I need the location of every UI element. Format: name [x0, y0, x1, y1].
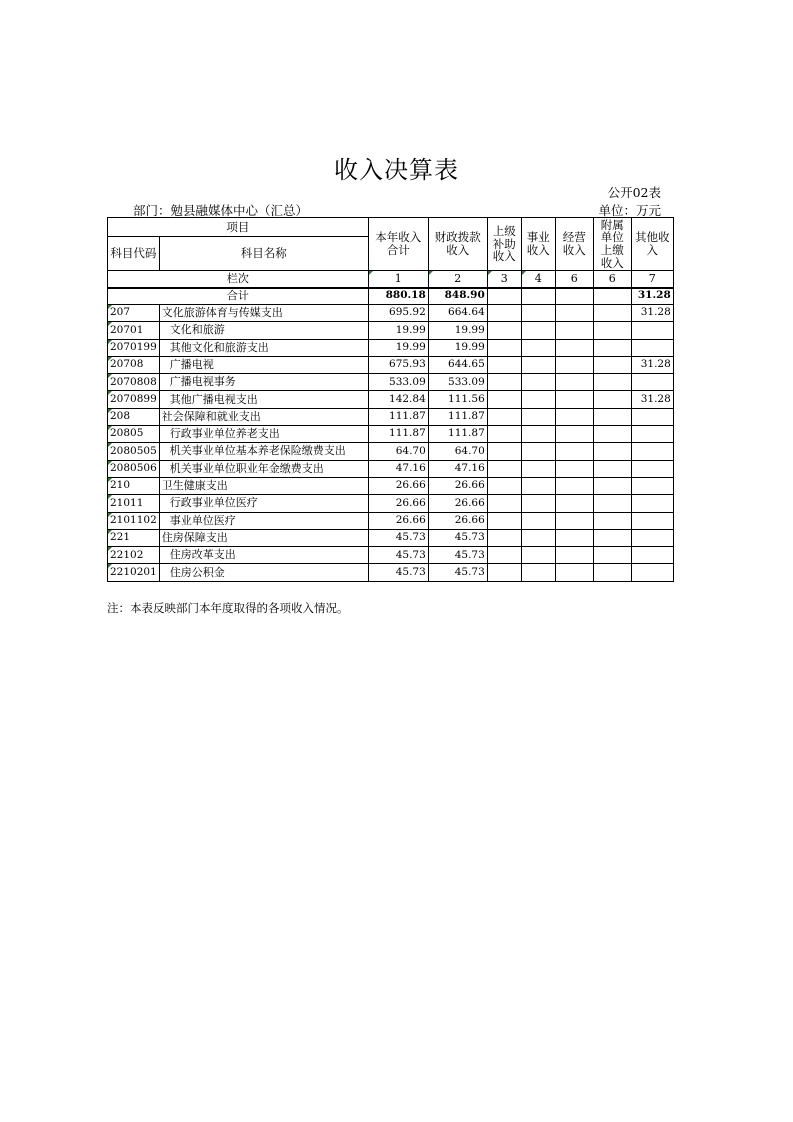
- amount-cell: [555, 564, 593, 581]
- subject-code: 2080506: [108, 460, 160, 477]
- amount-cell: [555, 426, 593, 443]
- subject-code: 221: [108, 529, 160, 546]
- amount-cell: [555, 460, 593, 477]
- amount-cell: [521, 305, 555, 322]
- column-index-cell: 2: [428, 271, 487, 288]
- amount-cell: [487, 443, 521, 460]
- amount-cell: [555, 339, 593, 356]
- amount-cell: 26.66: [428, 477, 487, 494]
- amount-cell: [631, 322, 673, 339]
- amount-cell: [487, 356, 521, 373]
- header-code: 科目代码: [108, 237, 160, 271]
- subject-name: 住房保障支出: [159, 529, 368, 546]
- amount-cell: [487, 391, 521, 408]
- amount-cell: [631, 460, 673, 477]
- amount-cell: [555, 391, 593, 408]
- amount-cell: [555, 305, 593, 322]
- table-row: [108, 529, 674, 546]
- amount-cell: 31.28: [631, 391, 673, 408]
- table-row: [108, 460, 674, 477]
- amount-cell: [631, 426, 673, 443]
- column-index-cell: 6: [555, 271, 593, 288]
- amount-cell: 19.99: [428, 322, 487, 339]
- amount-cell: 47.16: [428, 460, 487, 477]
- amount-cell: [555, 547, 593, 564]
- table-row: [108, 547, 674, 564]
- amount-cell: 111.87: [428, 426, 487, 443]
- subject-code: 207: [108, 305, 160, 322]
- amount-cell: [631, 374, 673, 391]
- amount-cell: [521, 547, 555, 564]
- amount-cell: [487, 460, 521, 477]
- amount-cell: [631, 564, 673, 581]
- amount-cell: 26.66: [428, 495, 487, 512]
- amount-cell: [521, 529, 555, 546]
- income-table: [107, 217, 674, 582]
- amount-cell: [487, 477, 521, 494]
- subject-name: 机关事业单位职业年金缴费支出: [159, 460, 368, 477]
- totals-cell: 31.28: [631, 288, 673, 305]
- table-row: [108, 564, 674, 581]
- amount-cell: [631, 477, 673, 494]
- amount-cell: [593, 426, 631, 443]
- subject-name: 行政事业单位医疗: [159, 495, 368, 512]
- table-row: [108, 477, 674, 494]
- amount-cell: [487, 564, 521, 581]
- subject-code: 2101102: [108, 512, 160, 529]
- amount-cell: [593, 305, 631, 322]
- amount-cell: [487, 512, 521, 529]
- amount-cell: [487, 426, 521, 443]
- subject-code: 2070899: [108, 391, 160, 408]
- header-other: 其他收入: [631, 218, 673, 271]
- subject-code: 2210201: [108, 564, 160, 581]
- header-business: 事业收入: [521, 218, 555, 271]
- amount-cell: 26.66: [428, 512, 487, 529]
- amount-cell: [631, 529, 673, 546]
- amount-cell: [555, 529, 593, 546]
- amount-cell: [631, 495, 673, 512]
- amount-cell: 45.73: [368, 564, 428, 581]
- amount-cell: 111.56: [428, 391, 487, 408]
- header-fiscal: 财政拨款收入: [428, 218, 487, 271]
- amount-cell: 31.28: [631, 305, 673, 322]
- totals-cell: 848.90: [428, 288, 487, 305]
- amount-cell: 45.73: [428, 529, 487, 546]
- amount-cell: [521, 477, 555, 494]
- subject-name: 其他文化和旅游支出: [159, 339, 368, 356]
- subject-name: 住房公积金: [159, 564, 368, 581]
- department-label: 部门：勉县融媒体中心（汇总）: [133, 203, 309, 218]
- table-row: [108, 512, 674, 529]
- amount-cell: [521, 374, 555, 391]
- amount-cell: [487, 374, 521, 391]
- subject-code: 208: [108, 408, 160, 425]
- totals-cell: [555, 288, 593, 305]
- table-row: [108, 391, 674, 408]
- subject-code: 210: [108, 477, 160, 494]
- column-index-cell: 7: [631, 271, 673, 288]
- amount-cell: [555, 477, 593, 494]
- totals-row: [108, 288, 674, 305]
- subject-name: 广播电视: [159, 356, 368, 373]
- column-index-cell: 4: [521, 271, 555, 288]
- amount-cell: [555, 495, 593, 512]
- amount-cell: [631, 547, 673, 564]
- subject-name: 机关事业单位基本养老保险缴费支出: [159, 443, 368, 460]
- subject-code: 2070199: [108, 339, 160, 356]
- amount-cell: 19.99: [368, 322, 428, 339]
- amount-cell: 47.16: [368, 460, 428, 477]
- header-total: 本年收入合计: [368, 218, 428, 271]
- header-name: 科目名称: [159, 237, 368, 271]
- amount-cell: [521, 443, 555, 460]
- amount-cell: 64.70: [368, 443, 428, 460]
- amount-cell: 111.87: [428, 408, 487, 425]
- amount-cell: 644.65: [428, 356, 487, 373]
- table-row: [108, 408, 674, 425]
- amount-cell: 45.73: [428, 564, 487, 581]
- subject-code: 21011: [108, 495, 160, 512]
- table-body: [108, 271, 674, 582]
- subject-name: 广播电视事务: [159, 374, 368, 391]
- amount-cell: 695.92: [368, 305, 428, 322]
- amount-cell: 142.84: [368, 391, 428, 408]
- table-row: [108, 495, 674, 512]
- subject-code: 22102: [108, 547, 160, 564]
- amount-cell: [487, 529, 521, 546]
- amount-cell: [555, 322, 593, 339]
- amount-cell: [593, 443, 631, 460]
- amount-cell: [593, 408, 631, 425]
- amount-cell: [593, 495, 631, 512]
- amount-cell: [555, 356, 593, 373]
- subject-name: 社会保障和就业支出: [159, 408, 368, 425]
- amount-cell: [521, 512, 555, 529]
- totals-cell: 880.18: [368, 288, 428, 305]
- amount-cell: [521, 408, 555, 425]
- amount-cell: [593, 339, 631, 356]
- table-row: [108, 426, 674, 443]
- amount-cell: 111.87: [368, 408, 428, 425]
- subject-name: 事业单位医疗: [159, 512, 368, 529]
- amount-cell: [487, 322, 521, 339]
- amount-cell: 45.73: [368, 547, 428, 564]
- amount-cell: [521, 564, 555, 581]
- amount-cell: [555, 443, 593, 460]
- column-index-cell: 3: [487, 271, 521, 288]
- column-index-label: 栏次: [108, 271, 369, 288]
- amount-cell: [631, 408, 673, 425]
- form-code: 公开02表: [607, 185, 661, 200]
- amount-cell: [593, 460, 631, 477]
- amount-cell: [593, 391, 631, 408]
- amount-cell: [521, 460, 555, 477]
- subject-code: 2070808: [108, 374, 160, 391]
- amount-cell: [631, 339, 673, 356]
- amount-cell: [631, 512, 673, 529]
- amount-cell: [593, 547, 631, 564]
- amount-cell: [555, 408, 593, 425]
- amount-cell: 64.70: [428, 443, 487, 460]
- table-row: [108, 322, 674, 339]
- header-affiliated: 附属单位上缴收入: [593, 218, 631, 271]
- amount-cell: [631, 443, 673, 460]
- amount-cell: [593, 477, 631, 494]
- subject-code: 2080505: [108, 443, 160, 460]
- subject-code: 20805: [108, 426, 160, 443]
- amount-cell: [593, 512, 631, 529]
- amount-cell: [487, 305, 521, 322]
- amount-cell: [555, 512, 593, 529]
- amount-cell: 45.73: [368, 529, 428, 546]
- column-index-cell: 1: [368, 271, 428, 288]
- totals-cell: [487, 288, 521, 305]
- amount-cell: [487, 495, 521, 512]
- amount-cell: [521, 426, 555, 443]
- header-item: 项目: [108, 218, 369, 237]
- amount-cell: 45.73: [428, 547, 487, 564]
- amount-cell: 19.99: [428, 339, 487, 356]
- amount-cell: [487, 547, 521, 564]
- amount-cell: [521, 495, 555, 512]
- amount-cell: 111.87: [368, 426, 428, 443]
- amount-cell: 26.66: [368, 495, 428, 512]
- amount-cell: [487, 408, 521, 425]
- unit-label: 单位：万元: [598, 203, 661, 218]
- header-subsidy: 上级补助收入: [487, 218, 521, 271]
- amount-cell: 664.64: [428, 305, 487, 322]
- subject-name: 住房改革支出: [159, 547, 368, 564]
- column-index-cell: 6: [593, 271, 631, 288]
- subject-name: 卫生健康支出: [159, 477, 368, 494]
- amount-cell: 533.09: [428, 374, 487, 391]
- subject-code: 20701: [108, 322, 160, 339]
- amount-cell: 26.66: [368, 512, 428, 529]
- amount-cell: [593, 374, 631, 391]
- amount-cell: [521, 322, 555, 339]
- totals-label: 合计: [108, 288, 369, 305]
- table-row: [108, 339, 674, 356]
- report-title: 收入决算表: [334, 156, 459, 184]
- table-note: 注：本表反映部门本年度取得的各项收入情况。: [107, 601, 349, 615]
- amount-cell: [487, 339, 521, 356]
- amount-cell: 19.99: [368, 339, 428, 356]
- amount-cell: [521, 356, 555, 373]
- amount-cell: 31.28: [631, 356, 673, 373]
- table-row: [108, 374, 674, 391]
- table-row: [108, 305, 674, 322]
- table-row: [108, 443, 674, 460]
- amount-cell: [593, 322, 631, 339]
- subject-name: 文化和旅游: [159, 322, 368, 339]
- subject-code: 20708: [108, 356, 160, 373]
- subject-name: 文化旅游体育与传媒支出: [159, 305, 368, 322]
- amount-cell: 675.93: [368, 356, 428, 373]
- column-index-row: [108, 271, 674, 288]
- subject-name: 行政事业单位养老支出: [159, 426, 368, 443]
- header-operating: 经营收入: [555, 218, 593, 271]
- amount-cell: [521, 339, 555, 356]
- totals-cell: [593, 288, 631, 305]
- amount-cell: [593, 356, 631, 373]
- totals-cell: [521, 288, 555, 305]
- amount-cell: 533.09: [368, 374, 428, 391]
- subject-name: 其他广播电视支出: [159, 391, 368, 408]
- amount-cell: [555, 374, 593, 391]
- amount-cell: [521, 391, 555, 408]
- amount-cell: [593, 564, 631, 581]
- amount-cell: [593, 529, 631, 546]
- amount-cell: 26.66: [368, 477, 428, 494]
- table-row: [108, 356, 674, 373]
